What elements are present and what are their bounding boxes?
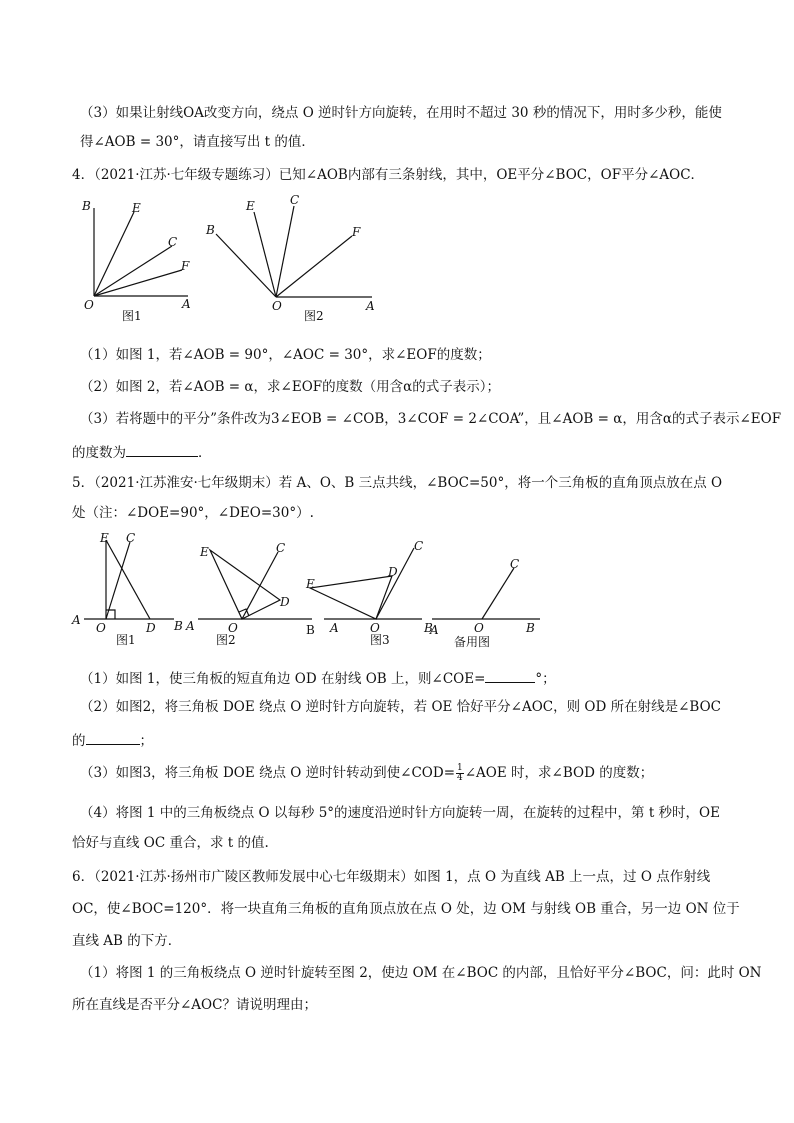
q4-part-3: （3）若将题中的平分”条件改为3∠EOB = ∠COB，3∠COF = 2∠COA”，且∠AOB = α，用含α的式子表示∠EOF — [80, 411, 782, 427]
fig1-triangle-ed — [106, 540, 150, 619]
q6-part-1: （1）将图 1 的三角板绕点 O 逆时针旋转至图 2，使边 OM 在∠BOC 的内部，且恰好平分∠BOC，问：此时 ON — [80, 965, 762, 981]
label-e: E — [132, 201, 141, 215]
label-b: B — [424, 621, 433, 635]
label-c: C — [168, 235, 178, 249]
fraction-numerator: 1 — [457, 763, 463, 773]
label-a: A — [72, 613, 81, 627]
q5-part-1 — [80, 668, 556, 688]
label-c: C — [290, 193, 300, 207]
label-a: A — [330, 621, 339, 635]
q6-line-3: 直线 AB 的下方． — [72, 933, 182, 949]
label-e: E — [306, 577, 315, 591]
q5-part-2-suffix: ； — [139, 733, 153, 749]
figure-caption: 图1 — [116, 633, 136, 647]
q4-part-3-answer — [72, 442, 212, 462]
figure-caption: 图2 — [216, 633, 236, 647]
q5-part-3 — [80, 764, 653, 783]
label-d: D — [280, 595, 290, 609]
label-e: E — [246, 199, 255, 213]
label-c: C — [414, 539, 424, 553]
fig4-ray-oc — [482, 568, 514, 619]
ray-oc — [276, 206, 294, 297]
q5-part-4: （4）将图 1 中的三角板绕点 O 以每秒 5°的速度沿逆时针方向旋转一周，在旋转的过程中，第 t 秒时，OE — [80, 805, 720, 821]
label-b: B — [526, 621, 535, 635]
fig2-triangle — [210, 550, 280, 619]
label-b: B — [174, 619, 183, 633]
figure-caption: 图3 — [370, 633, 390, 647]
label-f: F — [352, 225, 361, 239]
fig1-ray-oc — [106, 542, 130, 619]
q4-figure-2 — [202, 190, 392, 326]
label-a: A — [430, 623, 439, 637]
q5-answer-blank-1[interactable] — [485, 668, 535, 683]
label-d: D — [146, 621, 156, 635]
label-o: O — [84, 298, 94, 312]
q4-part-2: （2）如图 2，若∠AOB = α，求∠EOF的度数（用含α的式子表示）； — [80, 379, 500, 395]
q5-part-3-text: （3）如图3，将三角板 DOE 绕点 O 逆时针转动到使∠COD= — [80, 765, 456, 781]
figure-caption: 备用图 — [454, 635, 491, 649]
q5-part-2-answer — [72, 730, 153, 750]
figure-caption: 图1 — [122, 309, 142, 323]
label-a: A — [366, 299, 375, 313]
q5-part-4-cont: 恰好与直线 OC 重合，求 t 的值. — [72, 835, 269, 851]
label-b: B — [206, 223, 215, 237]
fraction-denominator: 4 — [457, 773, 463, 783]
label-c: C — [126, 531, 136, 545]
q5-answer-blank-2[interactable] — [86, 730, 140, 745]
label-d: D — [388, 565, 398, 579]
label-o: O — [474, 621, 484, 635]
q3-line-2: 得∠AOB = 30°，请直接写出 t 的值． — [80, 134, 315, 150]
label-f: F — [181, 259, 190, 273]
ray-of — [94, 270, 182, 296]
label-o: O — [370, 621, 380, 635]
fig3-ray-oc — [376, 548, 414, 619]
answer-prefix: 的度数为 — [72, 445, 126, 461]
ray-ob — [216, 234, 276, 297]
q5-heading: 5．（2021·江苏淮安·七年级期末）若 A、O、B 三点共线，∠BOC=50°，将一个三角板的直角顶点放在点 O — [72, 475, 723, 491]
label-o: O — [96, 621, 106, 635]
label-o: O — [228, 621, 238, 635]
answer-blank[interactable] — [126, 442, 198, 457]
q4-part-1: （1）如图 1，若∠AOB = 90°，∠AOC = 30°，求∠EOF的度数； — [80, 347, 491, 363]
q4-figure-1 — [78, 196, 198, 326]
ray-oe — [254, 212, 276, 297]
q6-heading: 6．（2021·江苏·扬州市广陵区教师发展中心七年级期末）如图 1，点 O 为直线 AB 上一点，过 O 点作射线 — [72, 869, 711, 885]
q5-part-3-suffix: ∠AOE 时，求∠BOD 的度数； — [464, 765, 654, 781]
q6-line-2: OC，使∠BOC=120°．将一块直角三角板的直角顶点放在点 O 处，边 OM 与射线 OB 重合，另一边 ON 位于 — [72, 901, 740, 917]
q3-line-1: （3）如果让射线OA改变方向，绕点 O 逆时针方向旋转，在用时不超过 30 秒的情况下，用时多少秒，能使 — [80, 105, 722, 121]
label-o: O — [272, 299, 282, 313]
fraction-one-quarter — [456, 764, 464, 783]
label-a: A — [182, 297, 191, 311]
fig2-ray-oc — [242, 552, 278, 619]
q5-part-1-suffix: °； — [535, 671, 556, 687]
q6-part-1-cont: 所在直线是否平分∠AOC？请说明理由； — [72, 997, 317, 1013]
q5-part-2-prefix: 的 — [72, 733, 86, 749]
label-c: C — [276, 541, 286, 555]
label-b: B — [82, 199, 91, 213]
q4-heading: 4．（2021·江苏·七年级专题练习）已知∠AOB内部有三条射线，其中，OE平分∠BOC，OF平分∠AOC． — [72, 167, 705, 183]
figure-caption: 图2 — [304, 309, 324, 323]
q5-heading-2: 处（注：∠DOE=90°，∠DEO=30°）. — [72, 505, 314, 521]
q5-figures — [66, 528, 556, 652]
label-c: C — [510, 557, 520, 571]
q5-part-1-text: （1）如图 1，使三角板的短直角边 OD 在射线 OB 上，则∠COE= — [80, 671, 486, 687]
label-b: B — [306, 623, 315, 637]
label-a: A — [186, 619, 195, 633]
label-e: E — [100, 531, 109, 545]
answer-suffix: ． — [198, 445, 212, 461]
q5-part-2: （2）如图2，将三角板 DOE 绕点 O 逆时针方向旋转，若 OE 恰好平分∠AOC，则 OD 所在射线是∠BOC — [80, 699, 721, 715]
label-e: E — [200, 545, 209, 559]
ray-of — [276, 236, 352, 297]
